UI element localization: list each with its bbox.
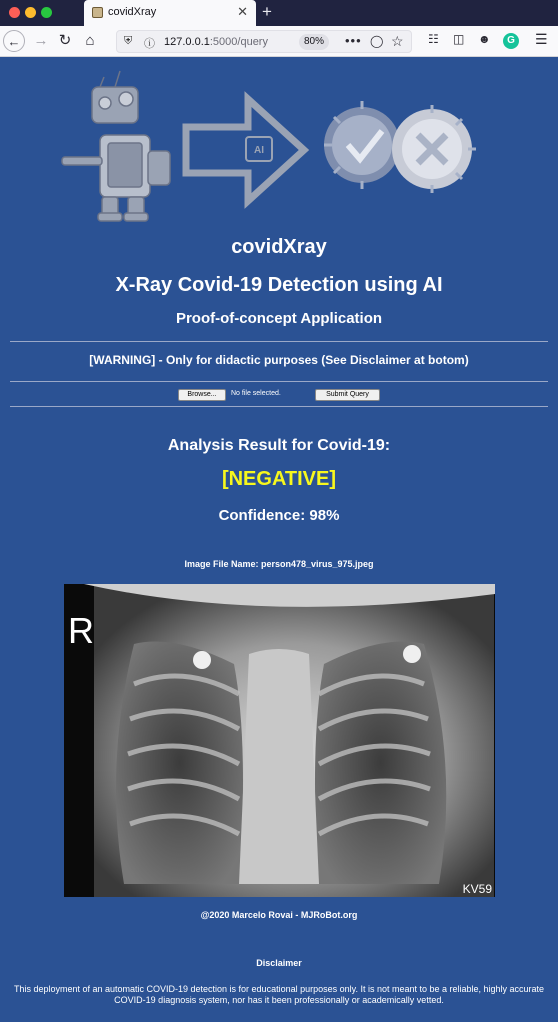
banner-illustration [58,65,484,230]
submit-button[interactable]: Submit Query [315,389,380,401]
window-close-button[interactable] [9,7,20,18]
warning-text: [WARNING] - Only for didactic purposes (See Disclaimer at botom) [89,353,469,367]
home-button[interactable]: ⌂ [85,32,95,49]
new-tab-button[interactable]: + [262,2,272,21]
tab-title: covidXray [108,6,157,18]
copyright-text: @2020 Marcelo Rovai - MJRoBot.org [200,910,358,920]
zoom-indicator[interactable]: 80% [299,34,329,50]
app-name: covidXray [231,236,327,258]
back-button[interactable]: ← [3,30,25,52]
more-icon[interactable]: ••• [345,33,362,48]
result-confidence: Confidence: 98% [218,507,340,524]
disclaimer-text: This deployment of an automatic COVID-19 detection is for educational purposes only. It is not meant to be a reliable, highly accurate COVID-19 diagnosis system, nor has it been professionally or academically vetted. [13,984,545,1005]
xray-marker-letter: R [68,610,94,651]
browser-toolbar [0,26,558,57]
upload-form [0,388,558,402]
info-icon[interactable]: ⓘ [144,38,155,50]
forward-button[interactable]: → [33,32,49,49]
divider [10,341,548,342]
tab-close-icon[interactable]: ✕ [237,4,248,19]
browse-button[interactable]: Browse... [178,389,226,401]
result-value: [NEGATIVE] [221,468,337,490]
svg-text:AI: AI [254,145,264,156]
window-zoom-button[interactable] [41,7,52,18]
image-file-name: Image File Name: person478_virus_975.jpeg [184,559,374,569]
page-subtitle: Proof-of-concept Application [175,310,383,327]
address-bar[interactable] [116,30,412,53]
divider [10,381,548,382]
robot-icon [62,71,170,221]
xray-marker-tag: KV59 [462,882,492,896]
reload-button[interactable]: ↻ [58,32,72,49]
pocket-icon[interactable]: ◯ [370,34,384,48]
disclaimer-title: Disclaimer [256,958,302,968]
result-title: Analysis Result for Covid-19: [167,437,391,454]
page-title: X-Ray Covid-19 Detection using AI [115,274,443,296]
xray-drawing [64,584,495,897]
browser-tab-bar [0,0,558,26]
xray-image [64,584,495,897]
grammarly-icon[interactable]: G [503,33,519,49]
star-icon[interactable]: ☆ [391,33,404,49]
favicon-icon [92,7,103,18]
library-icon[interactable]: ☷ [428,32,439,46]
window-minimize-button[interactable] [25,7,36,18]
page-content [0,57,558,1022]
divider [10,406,548,407]
url-text[interactable]: 127.0.0.1:5000/query [164,36,268,48]
shield-icon[interactable]: ⛨ [124,35,133,47]
file-status: No file selected. [231,390,281,397]
hamburger-icon[interactable]: ☰ [535,31,548,47]
account-icon[interactable]: ☻ [478,32,491,46]
virus-icon [324,101,476,193]
browser-tab[interactable] [84,0,256,26]
sidebar-icon[interactable]: ◫ [453,32,465,46]
